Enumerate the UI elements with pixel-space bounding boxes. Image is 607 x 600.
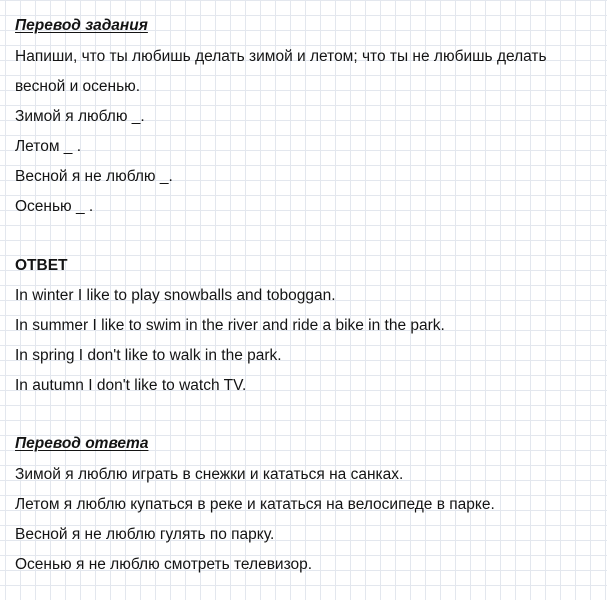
task-line-1: Напиши, что ты любишь делать зимой и летом; что ты не любишь делать [15,48,547,65]
task-translation-heading: Перевод задания [15,17,148,34]
answer-line-2: In summer I like to swim in the river and ride a bike in the park. [15,317,445,334]
task-line-2: весной и осенью. [15,78,141,95]
answer-line-1: In winter I like to play snowballs and toboggan. [15,287,336,304]
answer-translation-heading: Перевод ответа [15,435,149,452]
answer-translation-line-4: Осенью я не люблю смотреть телевизор. [15,556,313,573]
task-line-4: Летом _ . [15,138,82,155]
answer-heading: ОТВЕТ [15,257,68,274]
answer-translation-line-2: Летом я люблю купаться в реке и кататься на велосипеде в парке. [15,496,495,513]
answer-line-4: In autumn I don't like to watch TV. [15,377,247,394]
task-line-6: Осенью _ . [15,198,94,215]
answer-line-3: In spring I don't like to walk in the park. [15,347,282,364]
answer-translation-line-1: Зимой я люблю играть в снежки и кататься на санках. [15,466,404,483]
answer-translation-line-3: Весной я не люблю гулять по парку. [15,526,275,543]
task-line-5: Весной я не люблю _. [15,168,173,185]
task-line-3: Зимой я люблю _. [15,108,145,125]
